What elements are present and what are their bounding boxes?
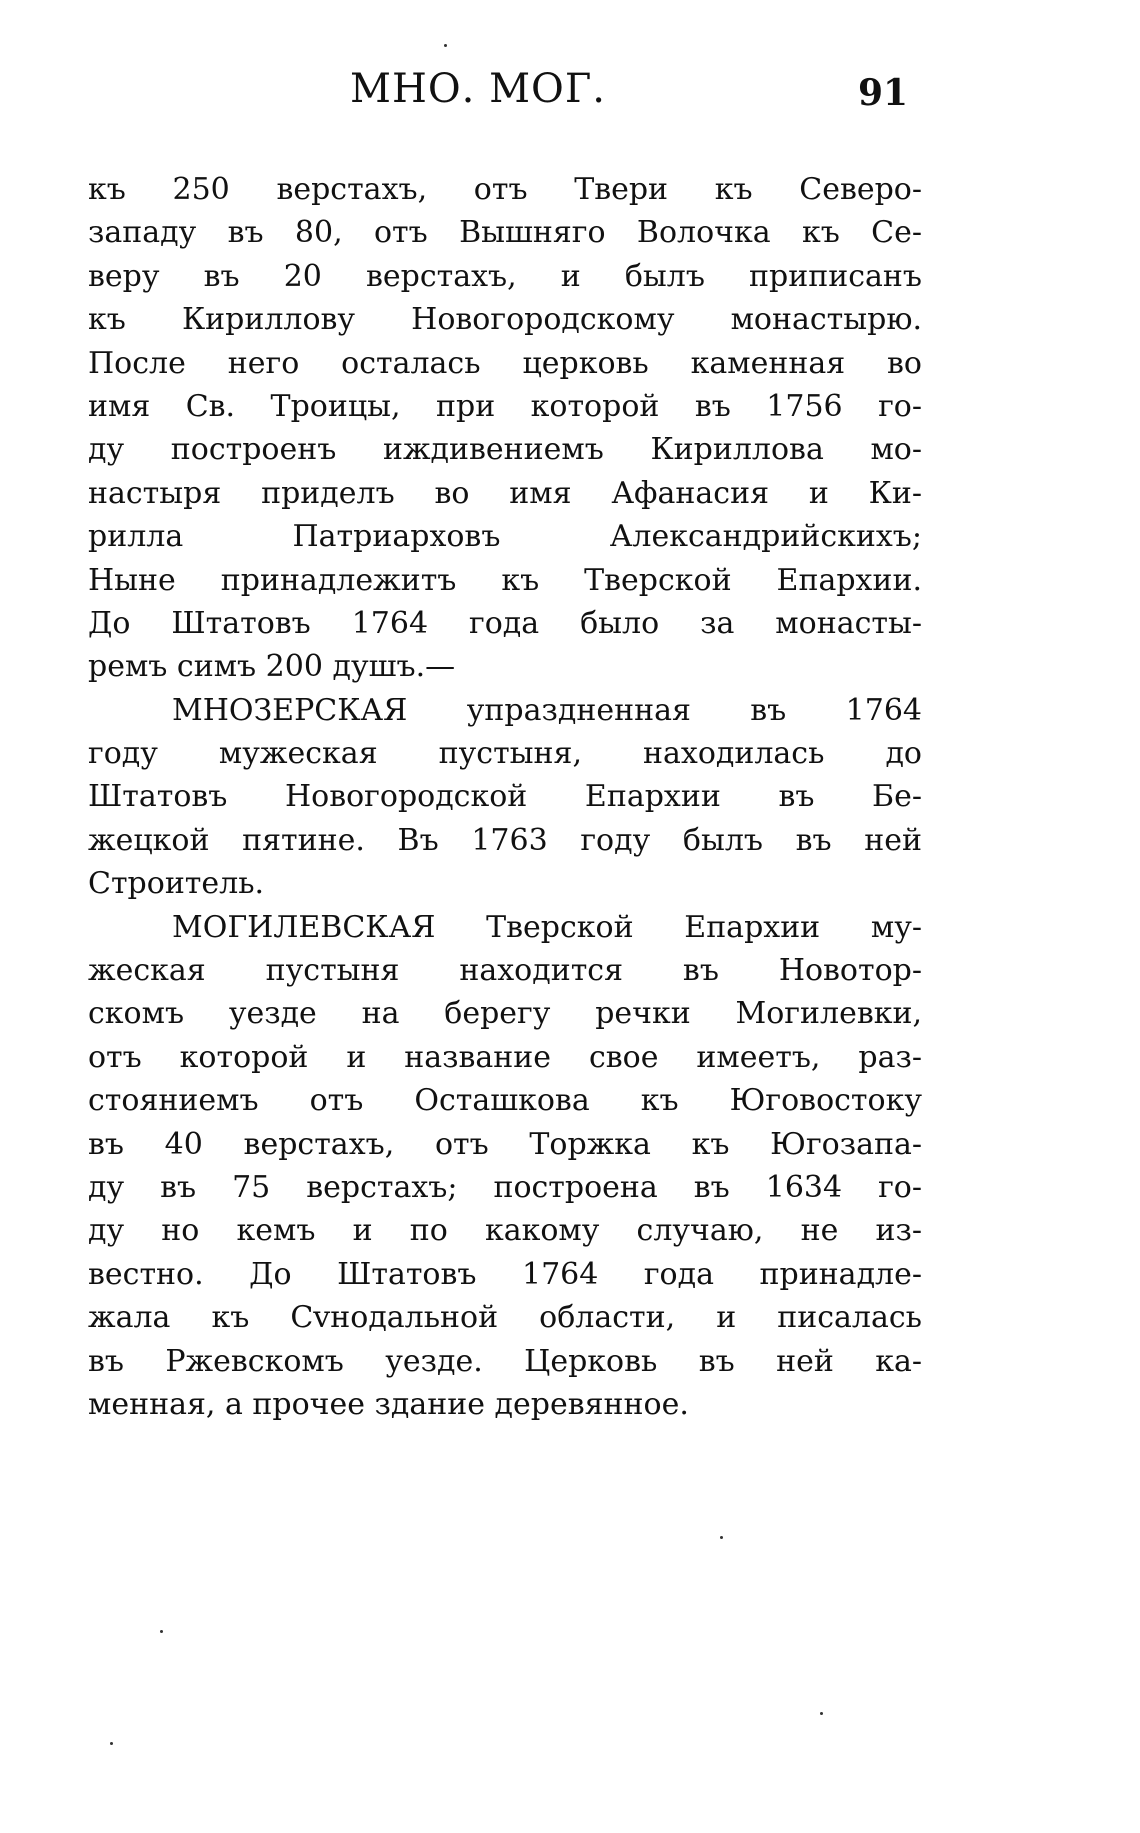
text-line: ду построенъ иждивениемъ Кириллова мо- — [88, 432, 922, 468]
running-title: МНО. МОГ. — [350, 66, 607, 112]
text-line: къ 250 верстахъ, отъ Твери къ Северо- — [88, 172, 922, 207]
text-line: въ 40 верстахъ, отъ Торжка къ Югозапа- — [88, 1126, 922, 1162]
print-speck — [110, 1742, 113, 1745]
text-line: настыря приделъ во имя Афанасия и Ки- — [88, 475, 922, 511]
print-speck — [444, 44, 447, 47]
text-line: Ныне принадлежитъ къ Тверской Епархии. — [88, 562, 922, 598]
entry-heading-line: МОГИЛЕВСКАЯ Тверской Епархии му- — [172, 909, 922, 945]
text-line: менная, а прочее здание деревянное. — [88, 1386, 689, 1422]
text-line: западу въ 80, отъ Вышняго Волочка къ Се- — [88, 215, 922, 251]
text-line: ду но кемъ и по какому случаю, не из- — [88, 1213, 922, 1249]
text-line: После него осталась церковь каменная во — [88, 345, 922, 381]
page-number: 91 — [858, 72, 909, 114]
text-line: вестно. До Штатовъ 1764 года принадле- — [88, 1256, 922, 1292]
text-line: Штатовъ Новогородской Епархии въ Бе- — [88, 779, 922, 815]
text-line: въ Ржевскомъ уезде. Церковь въ ней ка- — [88, 1343, 922, 1379]
text-line: жала къ Сvнодальной области, и писалась — [88, 1300, 922, 1336]
page-header — [0, 66, 1140, 122]
print-speck — [720, 1536, 723, 1539]
text-line: ду въ 75 верстахъ; построена въ 1634 го- — [88, 1169, 922, 1205]
text-line: стояниемъ отъ Осташкова къ Юговостоку — [88, 1083, 922, 1119]
text-line: Строитель. — [88, 866, 265, 902]
text-line: жецкой пятине. Въ 1763 году былъ въ ней — [88, 822, 922, 858]
print-speck — [160, 1630, 163, 1633]
text-line: До Штатовъ 1764 года было за монасты- — [88, 605, 922, 641]
text-line: рилла Патриарховъ Александрийскихъ; — [88, 519, 922, 555]
text-line: веру въ 20 верстахъ, и былъ приписанъ — [88, 258, 922, 294]
text-line: ремъ симъ 200 душъ.— — [88, 649, 456, 685]
text-line: отъ которой и название свое имеетъ, раз- — [88, 1039, 922, 1075]
text-line: скомъ уезде на берегу речки Могилевки, — [88, 996, 922, 1032]
text-line: жеская пустыня находится въ Новотор- — [88, 953, 922, 989]
text-line: году мужеская пустыня, находилась до — [88, 736, 922, 772]
print-speck — [820, 1712, 823, 1715]
body-text — [88, 168, 922, 1426]
text-line: имя Св. Троицы, при которой въ 1756 го- — [88, 388, 922, 424]
entry-heading-line: МНОЗЕРСКАЯ упраздненная въ 1764 — [172, 692, 922, 728]
text-line: къ Кириллову Новогородскому монастырю. — [88, 302, 922, 338]
